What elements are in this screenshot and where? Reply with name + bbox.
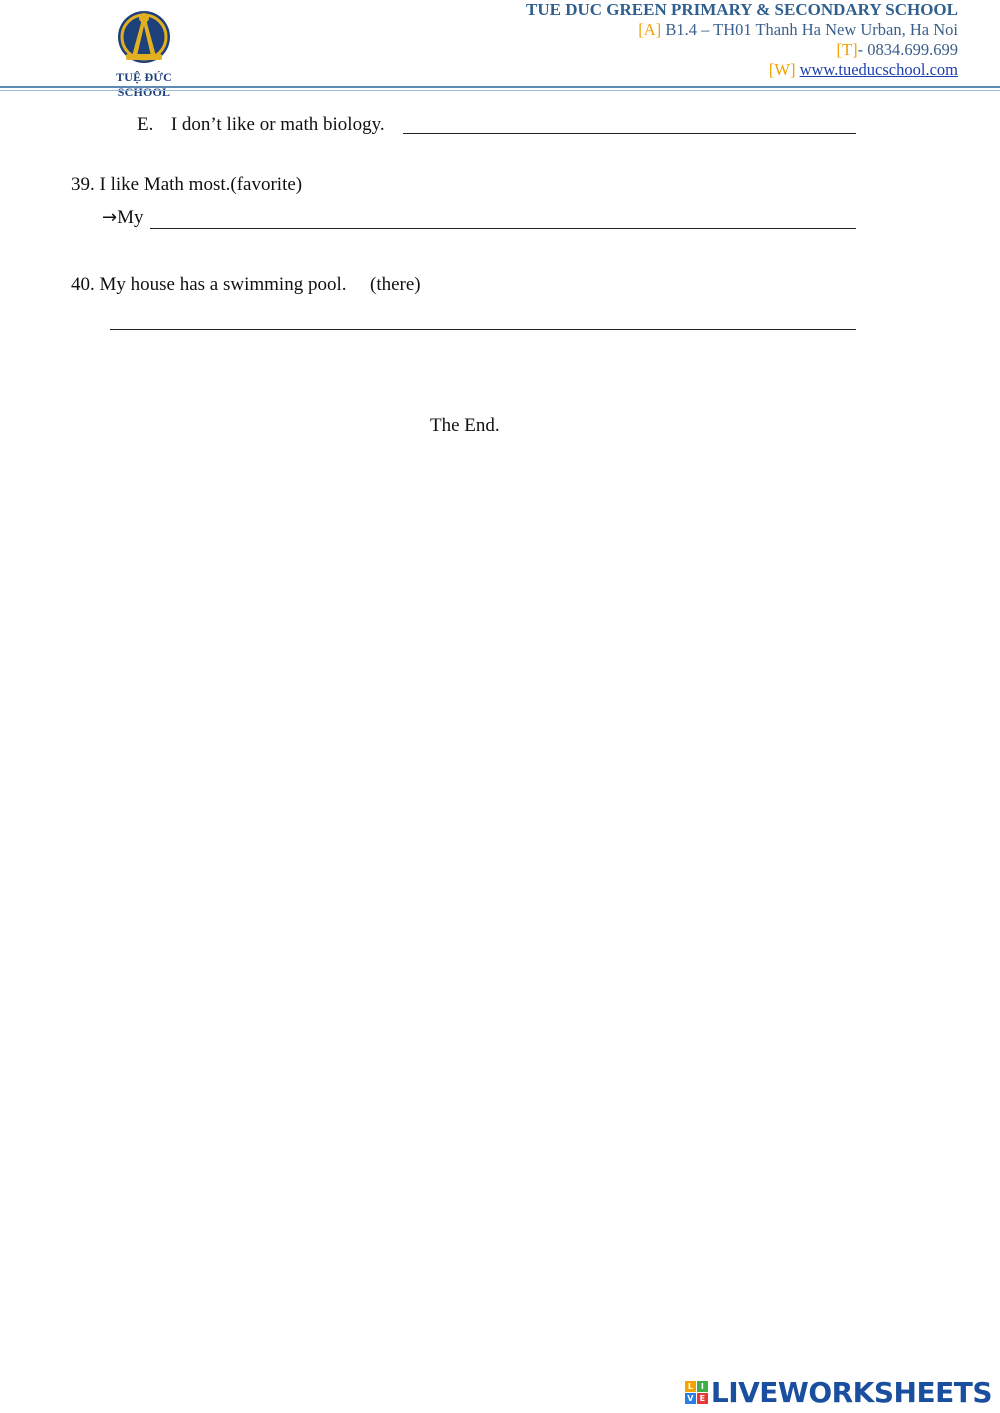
liveworksheets-logo-icon xyxy=(685,1381,708,1404)
website-link[interactable]: www.tueducschool.com xyxy=(799,60,958,79)
brand-icon-letter: I xyxy=(697,1381,708,1392)
header-divider xyxy=(0,86,1000,88)
phone-text: - 0834.699.699 xyxy=(857,40,958,59)
website-line xyxy=(526,60,958,80)
question-39-my: My xyxy=(117,207,144,228)
item-e xyxy=(137,114,385,136)
brand-icon-letter: L xyxy=(685,1381,696,1392)
address-tag: [A] xyxy=(638,20,662,39)
address-line xyxy=(526,20,958,40)
question-40-text: 40. My house has a swimming pool. xyxy=(71,274,347,295)
school-name: TUE DUC GREEN PRIMARY & SECONDARY SCHOOL xyxy=(525,0,958,19)
arrow-right-icon: → xyxy=(102,207,118,228)
school-crest-icon xyxy=(92,4,196,70)
item-e-label: E. xyxy=(137,114,154,135)
question-39-answer-input[interactable] xyxy=(150,228,856,229)
address-text: B1.4 – TH01 Thanh Ha New Urban, Ha Noi xyxy=(661,20,958,39)
brand-text: LIVEWORKSHEETS xyxy=(710,1376,992,1409)
end-text: The End. xyxy=(430,415,500,436)
item-e-answer-input[interactable] xyxy=(403,133,856,134)
school-contact-block xyxy=(526,0,958,80)
brand-icon-letter: V xyxy=(685,1393,696,1404)
phone-tag: [T] xyxy=(836,40,858,59)
header-divider-secondary xyxy=(0,90,1000,91)
liveworksheets-brand xyxy=(685,1376,992,1409)
question-39: 39. I like Math most.(favorite) xyxy=(71,174,303,195)
question-40 xyxy=(71,274,421,296)
question-40-hint: (there) xyxy=(370,274,421,295)
item-e-text: I don’t like or math biology. xyxy=(170,114,385,135)
phone-line xyxy=(526,40,958,60)
school-logo xyxy=(92,4,196,99)
question-39-answer-prefix xyxy=(102,207,144,229)
logo-text: TUỆ ĐỨC SCHOOL xyxy=(116,70,172,99)
brand-icon-letter: E xyxy=(697,1393,708,1404)
website-tag: [W] xyxy=(768,60,796,79)
question-40-answer-input[interactable] xyxy=(110,329,856,330)
